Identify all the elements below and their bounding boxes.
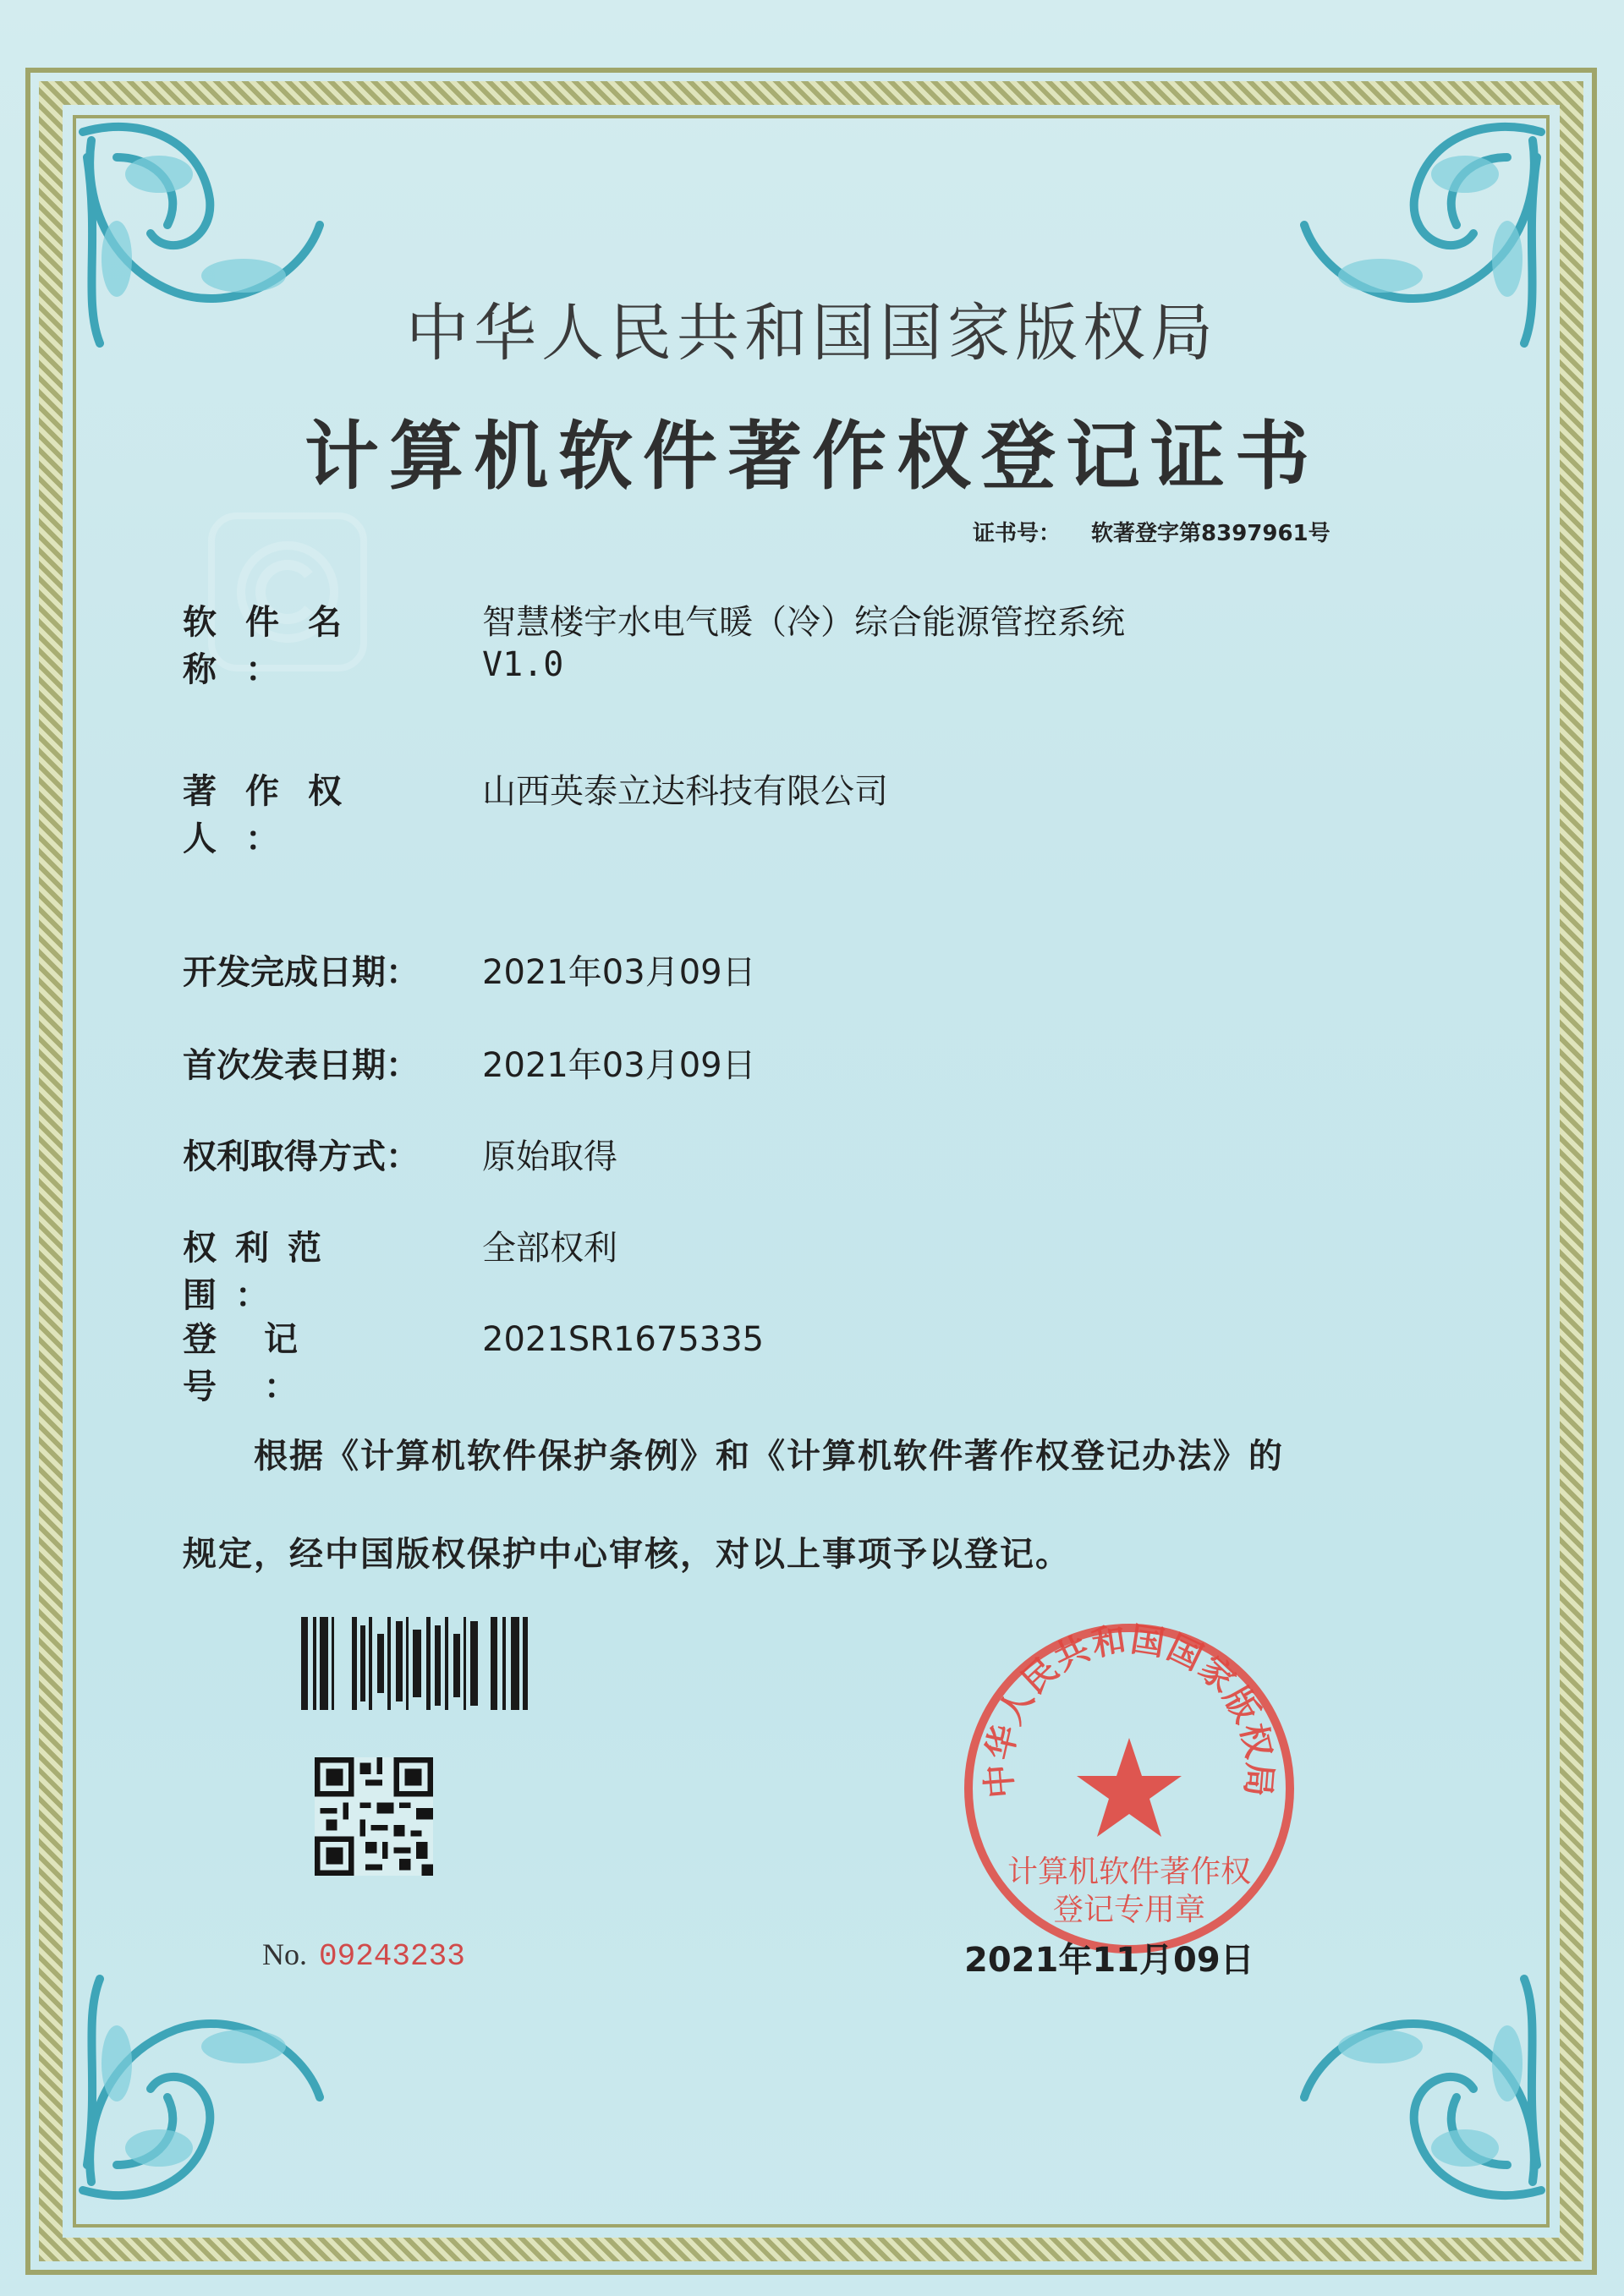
pub-date: 2021年03月09日 [482,1046,756,1085]
software-name: 智慧楼宇水电气暖（冷）综合能源管控系统 [482,603,1125,642]
corner-ornament-bottom-right [1279,1962,1558,2216]
serial-value: 09243233 [319,1939,465,1974]
serial-number [262,1937,465,1974]
seal-inner-line-1: 计算机软件著作权 [1007,1855,1252,1889]
statement-line-1: 根据《计算机软件保护条例》和《计算机软件著作权登记办法》的 [254,1437,1284,1476]
software-name-label: 软件名称： [183,603,370,689]
pub-date-label: 首次发表日期： [183,1046,420,1085]
seal-star-icon [1077,1738,1182,1837]
certificate-number [973,516,1330,547]
scope: 全部权利 [482,1229,617,1268]
seal-inner-line-2: 登记专用章 [1052,1893,1206,1927]
software-version: V1.0 [482,645,564,684]
certificate-number-label: 证书号： [973,521,1062,546]
issue-date: 2021年11月09日 [964,1941,1254,1980]
serial-label: No. [262,1937,307,1971]
qr-code [315,1757,433,1876]
acquire-method: 原始取得 [482,1137,617,1176]
official-seal [952,1611,1307,1966]
certificate-title: 计算机软件著作权登记证书 [304,412,1320,500]
statement-line-2: 规定，经中国版权保护中心审核，对以上事项予以登记。 [183,1535,1071,1574]
corner-ornament-bottom-left [66,1962,345,2216]
owner: 山西英泰立达科技有限公司 [482,772,888,811]
owner-label: 著作权人： [183,772,370,858]
barcode [301,1617,529,1710]
reg-no: 2021SR1675335 [482,1320,765,1359]
certificate-number-value: 软著登字第8397961号 [1091,521,1330,546]
scope-label: 权利范围： [183,1229,340,1315]
dev-date: 2021年03月09日 [482,953,756,992]
issuing-authority: 中华人民共和国国家版权局 [406,297,1218,370]
seal-outer-text: 中华人民共和国国家版权局 [979,1619,1280,1800]
dev-date-label: 开发完成日期： [183,953,420,992]
reg-no-label: 登记号： [183,1320,345,1406]
acquire-label: 权利取得方式： [183,1137,420,1176]
